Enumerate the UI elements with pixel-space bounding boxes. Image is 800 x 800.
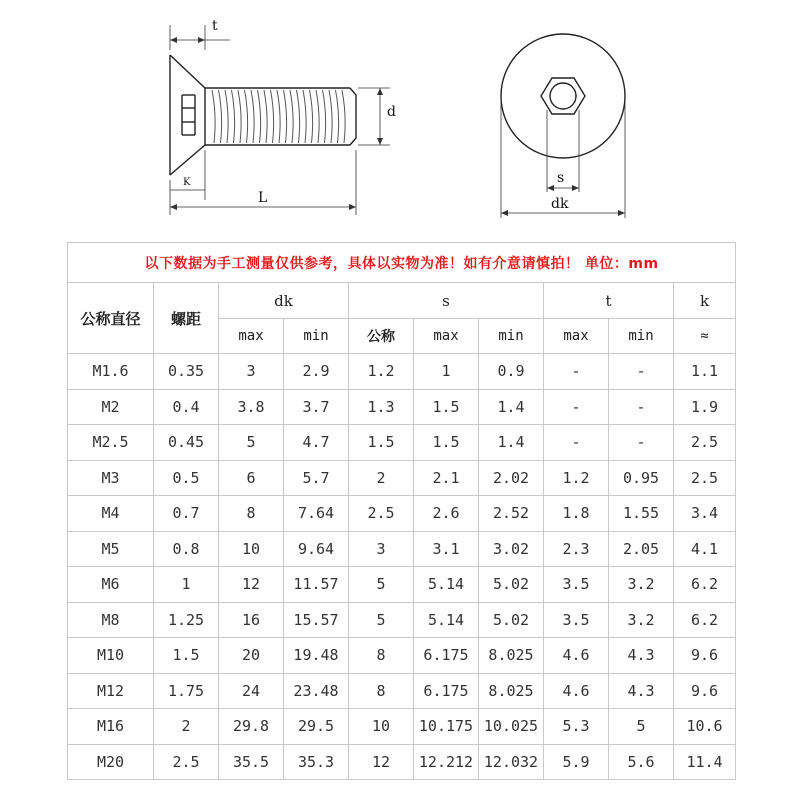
table-cell: 6.175 — [414, 673, 479, 709]
technical-drawings — [0, 0, 800, 240]
table-cell: - — [609, 354, 674, 390]
table-cell: 3.2 — [609, 602, 674, 638]
header-pitch: 螺距 — [154, 283, 219, 354]
table-cell: 16 — [219, 602, 284, 638]
table-cell: 4.1 — [674, 531, 736, 567]
table-cell: 12.212 — [414, 744, 479, 780]
table-cell: M10 — [68, 638, 154, 674]
table-cell: - — [544, 389, 609, 425]
table-cell: 15.57 — [284, 602, 349, 638]
table-cell: 5 — [349, 567, 414, 603]
table-cell: 6 — [219, 460, 284, 496]
table-row — [68, 744, 736, 780]
table-cell: 2 — [349, 460, 414, 496]
thread-line — [219, 90, 222, 143]
table-cell: 12.032 — [479, 744, 544, 780]
subheader-s-max: max — [414, 319, 479, 354]
table-cell: 1.1 — [674, 354, 736, 390]
table-cell: 4.6 — [544, 673, 609, 709]
table-cell: M6 — [68, 567, 154, 603]
thread-line — [297, 90, 300, 143]
table-cell: 3.5 — [544, 602, 609, 638]
table-cell: 1 — [154, 567, 219, 603]
table-cell: M4 — [68, 496, 154, 532]
table-cell: 3.1 — [414, 531, 479, 567]
table-cell: 5.6 — [609, 744, 674, 780]
thread-line — [277, 90, 280, 143]
header-k: k — [674, 283, 736, 319]
table-cell: 0.5 — [154, 460, 219, 496]
table-cell: 0.35 — [154, 354, 219, 390]
table-cell: 3 — [219, 354, 284, 390]
table-cell: 5.3 — [544, 709, 609, 745]
table-cell: 0.95 — [609, 460, 674, 496]
table-cell: 0.7 — [154, 496, 219, 532]
notice-banner: 以下数据为手工测量仅供参考，具体以实物为准！如有介意请慎拍！ 单位：mm — [68, 243, 736, 283]
table-cell: 6.2 — [674, 602, 736, 638]
table-cell: 1.75 — [154, 673, 219, 709]
table-cell: M8 — [68, 602, 154, 638]
table-cell: 2.52 — [479, 496, 544, 532]
table-row — [68, 531, 736, 567]
table-row — [68, 354, 736, 390]
dimension-table-wrapper — [67, 242, 735, 780]
table-row — [68, 567, 736, 603]
thread-line — [329, 90, 332, 143]
table-cell: 11.4 — [674, 744, 736, 780]
table-cell: 23.48 — [284, 673, 349, 709]
table-row — [68, 425, 736, 461]
table-cell: 3.5 — [544, 567, 609, 603]
table-cell: 4.3 — [609, 673, 674, 709]
table-cell: 1.5 — [414, 425, 479, 461]
table-cell: 8 — [349, 638, 414, 674]
table-cell: 5.14 — [414, 602, 479, 638]
table-cell: 5.02 — [479, 602, 544, 638]
table-cell: 24 — [219, 673, 284, 709]
table-cell: 1.5 — [154, 638, 219, 674]
table-cell: 4.7 — [284, 425, 349, 461]
dimension-table — [67, 242, 736, 780]
table-cell: 1.55 — [609, 496, 674, 532]
subheader-dk-min: min — [284, 319, 349, 354]
table-cell: 3.7 — [284, 389, 349, 425]
table-cell: 0.8 — [154, 531, 219, 567]
table-cell: 35.5 — [219, 744, 284, 780]
table-row — [68, 496, 736, 532]
table-cell: 1.5 — [349, 425, 414, 461]
table-cell: 2 — [154, 709, 219, 745]
table-cell: 2.3 — [544, 531, 609, 567]
table-cell: 10 — [349, 709, 414, 745]
table-row — [68, 602, 736, 638]
thread-line — [342, 90, 345, 143]
table-cell: 8.025 — [479, 638, 544, 674]
dim-s-label: s — [557, 170, 565, 186]
table-cell: 2.5 — [674, 460, 736, 496]
table-row — [68, 673, 736, 709]
table-cell: 5 — [609, 709, 674, 745]
table-cell: 12 — [349, 744, 414, 780]
table-cell: 1.4 — [479, 425, 544, 461]
subheader-t-max: max — [544, 319, 609, 354]
table-cell: M12 — [68, 673, 154, 709]
table-cell: 2.05 — [609, 531, 674, 567]
thread-line — [323, 90, 326, 143]
table-cell: 1.8 — [544, 496, 609, 532]
dim-dk-label: dk — [551, 196, 569, 212]
table-cell: 2.1 — [414, 460, 479, 496]
table-cell: 5.7 — [284, 460, 349, 496]
thread-line — [284, 90, 287, 143]
table-cell: 5.02 — [479, 567, 544, 603]
thread-line — [251, 90, 254, 143]
thread-line — [264, 90, 267, 143]
table-cell: 12 — [219, 567, 284, 603]
table-cell: 7.64 — [284, 496, 349, 532]
thread-line — [303, 90, 306, 143]
table-cell: 8.025 — [479, 673, 544, 709]
table-cell: M5 — [68, 531, 154, 567]
table-cell: M16 — [68, 709, 154, 745]
table-row — [68, 460, 736, 496]
table-cell: 3.8 — [219, 389, 284, 425]
table-cell: 20 — [219, 638, 284, 674]
table-cell: 2.5 — [674, 425, 736, 461]
table-cell: 5.14 — [414, 567, 479, 603]
subheader-s-min: min — [479, 319, 544, 354]
subheader-dk-max: max — [219, 319, 284, 354]
table-cell: 10.175 — [414, 709, 479, 745]
table-cell: 10.6 — [674, 709, 736, 745]
table-cell: 29.8 — [219, 709, 284, 745]
table-cell: 3.02 — [479, 531, 544, 567]
table-cell: M2.5 — [68, 425, 154, 461]
table-cell: 5 — [219, 425, 284, 461]
table-cell: 2.5 — [349, 496, 414, 532]
thread-line — [258, 90, 261, 143]
table-cell: 8 — [349, 673, 414, 709]
table-cell: 10.025 — [479, 709, 544, 745]
table-cell: 2.9 — [284, 354, 349, 390]
thread-line — [238, 90, 241, 143]
table-cell: M1.6 — [68, 354, 154, 390]
subheader-t-min: min — [609, 319, 674, 354]
screw-side-view — [0, 0, 800, 240]
thread-line — [225, 90, 228, 143]
table-cell: - — [609, 425, 674, 461]
table-cell: 29.5 — [284, 709, 349, 745]
table-cell: 11.57 — [284, 567, 349, 603]
table-cell: M20 — [68, 744, 154, 780]
table-cell: 9.6 — [674, 638, 736, 674]
thread-line — [290, 90, 293, 143]
table-cell: 1.3 — [349, 389, 414, 425]
table-cell: - — [544, 425, 609, 461]
table-cell: 35.3 — [284, 744, 349, 780]
header-s: s — [349, 283, 544, 319]
table-body — [68, 354, 736, 780]
header-nominal: 公称直径 — [68, 283, 154, 354]
table-cell: M2 — [68, 389, 154, 425]
table-cell: 3.4 — [674, 496, 736, 532]
dim-l-label: L — [258, 190, 268, 206]
table-cell: 5 — [349, 602, 414, 638]
table-row — [68, 709, 736, 745]
table-cell: 3.2 — [609, 567, 674, 603]
table-cell: 4.3 — [609, 638, 674, 674]
table-cell: 9.64 — [284, 531, 349, 567]
table-cell: 0.9 — [479, 354, 544, 390]
thread-line — [245, 90, 248, 143]
thread-line — [212, 90, 215, 143]
dim-t-label: t — [212, 18, 218, 34]
dim-k-label: K — [183, 177, 191, 188]
table-cell: 0.45 — [154, 425, 219, 461]
table-cell: 1.2 — [544, 460, 609, 496]
header-dk: dk — [219, 283, 349, 319]
table-cell: 2.5 — [154, 744, 219, 780]
thread-line — [310, 90, 313, 143]
table-cell: 1 — [414, 354, 479, 390]
table-cell: - — [609, 389, 674, 425]
table-row — [68, 638, 736, 674]
table-cell: 9.6 — [674, 673, 736, 709]
subheader-s-nominal: 公称 — [349, 319, 414, 354]
table-cell: 1.25 — [154, 602, 219, 638]
table-cell: 8 — [219, 496, 284, 532]
header-t: t — [544, 283, 674, 319]
table-cell: 4.6 — [544, 638, 609, 674]
table-cell: 3 — [349, 531, 414, 567]
table-cell: - — [544, 354, 609, 390]
table-cell: 6.2 — [674, 567, 736, 603]
subheader-k-approx: ≈ — [674, 319, 736, 354]
table-cell: 6.175 — [414, 638, 479, 674]
table-cell: 2.6 — [414, 496, 479, 532]
thread-line — [316, 90, 319, 143]
table-cell: 19.48 — [284, 638, 349, 674]
table-row — [68, 389, 736, 425]
table-cell: 0.4 — [154, 389, 219, 425]
table-cell: 10 — [219, 531, 284, 567]
table-cell: M3 — [68, 460, 154, 496]
thread-line — [336, 90, 339, 143]
dim-d-label: d — [387, 104, 396, 120]
table-cell: 1.9 — [674, 389, 736, 425]
thread-line — [232, 90, 235, 143]
table-cell: 2.02 — [479, 460, 544, 496]
table-cell: 1.5 — [414, 389, 479, 425]
table-cell: 1.4 — [479, 389, 544, 425]
table-cell: 1.2 — [349, 354, 414, 390]
table-cell: 5.9 — [544, 744, 609, 780]
thread-line — [271, 90, 274, 143]
